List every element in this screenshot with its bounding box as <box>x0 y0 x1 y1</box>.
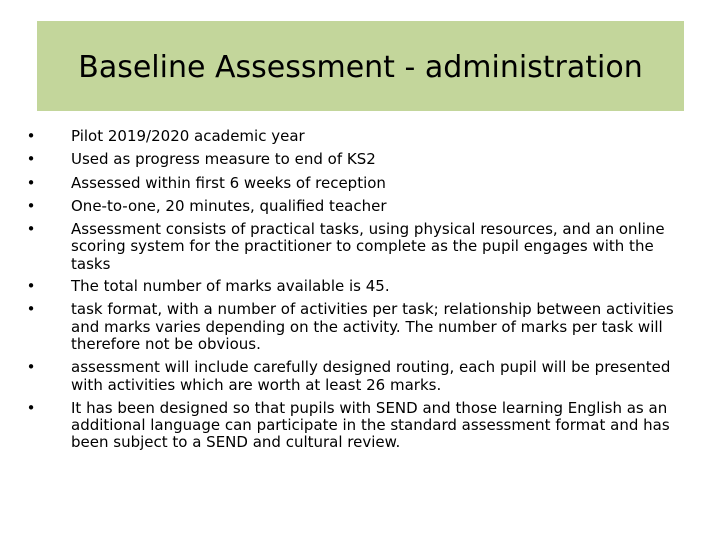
bullet-dot-icon: • <box>26 398 36 417</box>
bullet-dot-icon: • <box>26 127 36 145</box>
bullet-item-one-to-one <box>24 198 684 215</box>
bullet-item-routing <box>24 359 684 394</box>
bullet-item-task-format <box>24 301 684 353</box>
bullet-item-pilot <box>24 128 684 145</box>
bullet-item-send <box>24 400 684 452</box>
bullet-item-assessed-within <box>24 175 684 192</box>
bullet-dot-icon: • <box>26 150 36 169</box>
bullet-item-practical-tasks <box>24 221 684 273</box>
bullet-text: Assessed within first 6 weeks of reception <box>71 173 386 192</box>
bullet-text: The total number of marks available is 45. <box>71 277 390 296</box>
bullet-item-total-marks <box>24 278 684 295</box>
bullet-list <box>24 128 684 452</box>
bullet-text: Assessment consists of practical tasks, using physical resources, and an online scoring system for the practitioner to complete as the pupil engages with the tasks <box>71 220 665 273</box>
bullet-text: It has been designed so that pupils with SEND and those learning English as an additional language can participate in the standard assessment format and has been subject to a SEND and cultural review. <box>71 398 670 452</box>
bullet-text: Pilot 2019/2020 academic year <box>71 127 305 145</box>
bullet-item-progress-measure <box>24 151 684 168</box>
bullet-dot-icon: • <box>26 220 36 239</box>
bullet-text: One-to-one, 20 minutes, qualified teacher <box>71 196 387 215</box>
bullet-dot-icon: • <box>26 277 36 296</box>
bullet-text: assessment will include carefully designed routing, each pupil will be presented with activities which are worth at least 26 marks. <box>71 358 671 394</box>
bullet-dot-icon: • <box>26 300 36 319</box>
bullet-dot-icon: • <box>26 196 36 215</box>
bullet-dot-icon: • <box>26 173 36 192</box>
bullet-text: Used as progress measure to end of KS2 <box>71 150 376 169</box>
slide-title: Baseline Assessment - administration <box>78 50 643 85</box>
bullet-text: task format, with a number of activities per task; relationship between activities and marks varies depending on the activity. The number of marks per task will therefore not be obvious. <box>71 300 674 353</box>
title-banner <box>37 21 684 111</box>
bullet-dot-icon: • <box>26 358 36 377</box>
